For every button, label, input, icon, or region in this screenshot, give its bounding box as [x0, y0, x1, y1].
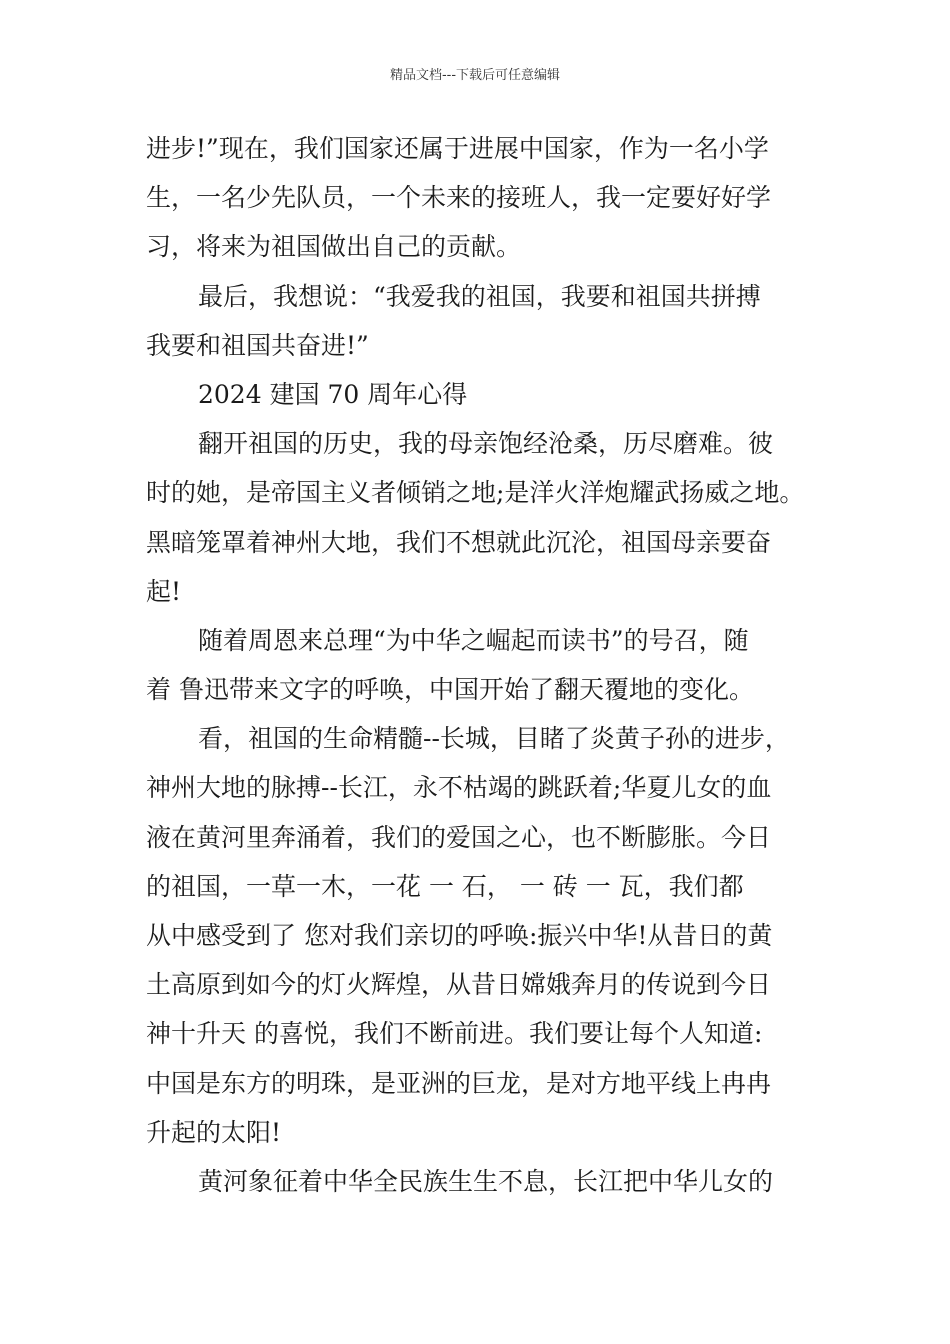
text-line: 土高原到如今的灯火辉煌，从昔日嫦娥奔月的传说到今日: [146, 970, 772, 1000]
document-body: [146, 124, 846, 1206]
text-line: 看，祖国的生命精髓--长城，目睹了炎黄子孙的进步，: [198, 724, 790, 754]
text-line: 随着周恩来总理“为中华之崛起而读书”的号召，随: [198, 625, 749, 655]
text-line: 黄河象征着中华全民族生生不息，长江把中华儿女的: [198, 1166, 774, 1196]
text-line: 时的她，是帝国主义者倾销之地;是洋火洋炮耀武扬威之地。: [146, 478, 805, 508]
text-line: 黑暗笼罩着神州大地，我们不想就此沉沦，祖国母亲要奋: [146, 527, 772, 557]
text-line: 神十升天 的喜悦，我们不断前进。我们要让每个人知道:: [146, 1019, 763, 1049]
text-line: 升起的太阳!: [146, 1117, 282, 1147]
text-line: 神州大地的脉搏--长江，永不枯竭的跳跃着;华夏儿女的血: [146, 773, 772, 803]
section-title: 2024 建国 70 周年心得: [198, 379, 468, 409]
text-line: 从中感受到了 您对我们亲切的呼唤:振兴中华!从昔日的黄: [146, 921, 773, 950]
text-line: 进步!”现在，我们国家还属于进展中国家，作为一名小学: [146, 134, 769, 163]
text-line: 习，将来为祖国做出自己的贡献。: [146, 232, 522, 262]
text-line: 中国是东方的明珠，是亚洲的巨龙，是对方地平线上冉冉: [146, 1068, 772, 1098]
text-line: 最后，我想说：“我爱我的祖国，我要和祖国共拼搏: [198, 281, 761, 311]
text-line: 生，一名少先队员，一个未来的接班人，我一定要好好学: [146, 183, 772, 213]
text-line: 翻开祖国的历史，我的母亲饱经沧桑，历尽磨难。彼: [198, 429, 774, 459]
text-line: 的祖国，一草一木，一花 一 石， 一 砖 一 瓦，我们都: [146, 871, 744, 901]
text-line: 着 鲁迅带来文字的呼唤，中国开始了翻天覆地的变化。: [146, 675, 754, 705]
page-header: 精品文档---下载后可任意编辑: [389, 68, 561, 83]
text-line: 我要和祖国共奋进!”: [146, 330, 369, 360]
text-line: 液在黄河里奔涌着，我们的爱国之心，也不断膨胀。今日: [146, 822, 772, 852]
text-line: 起!: [146, 576, 182, 606]
